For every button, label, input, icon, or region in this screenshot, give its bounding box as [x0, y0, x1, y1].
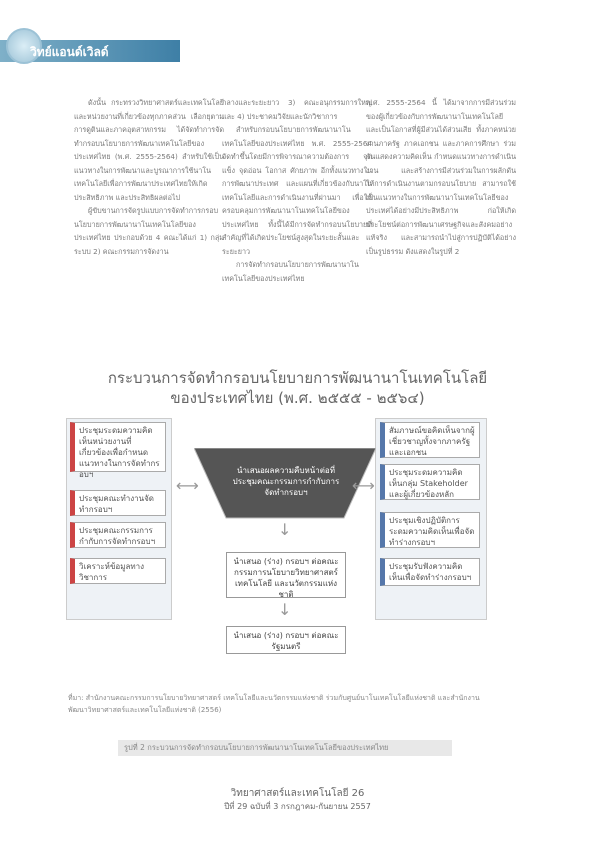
right-arrow-icon: ⟷ [352, 476, 375, 495]
footer-issue: ปีที่ 29 ฉบับที่ 3 กรกฎาคม-กันยายน 2557 [224, 802, 371, 811]
figure-title-line-2: ของประเทศไทย (พ.ศ. ๒๕๕๕ - ๒๕๖๔) [170, 389, 425, 407]
center-bottom-box: นำเสนอ (ร่าง) กรอบฯ ต่อคณะรัฐมนตรี [226, 626, 346, 654]
left-box: ประชุมระดมความคิดเห็นหน่วยงานที่เกี่ยวข้องเพื่อกำหนดแนวทางในการจัดทำกรอบฯ [70, 422, 166, 472]
center-mid-box: นำเสนอ (ร่าง) กรอบฯ ต่อคณะกรรมการนโยบายวิทยาศาสตร์ เทคโนโลยี และนวัตกรรมแห่งชาติ [226, 552, 346, 598]
footer-title: วิทยาศาสตร์และเทคโนโลยี 26 [230, 788, 365, 799]
paragraph: ดังนั้น กระทรวงวิทยาศาสตร์และเทคโนโลยีและหน่วยงานที่เกี่ยวข้องทุกภาคส่วน เลือกยุตามการดูตินและภาคอุตสาหกรรม ได้จัดทำการจัดทำกรอบนโยบายการพัฒนาเทคโนโลยีของประเทศไทย (พ.ศ. 2555-2564) สำหรับใช้เป็นแนวทางในการพัฒนาและบูรณาการใช้นาโนเทคโนโลยีเพื่อการพัฒนาประเทศไทยให้เกิดประสิทธิภาพ และประสิทธิผลต่อไป [74, 98, 224, 202]
right-box: สัมภาษณ์ขอคิดเห็นจากผู้เชี่ยวชาญทั้งจากภาครัฐและเอกชน [380, 422, 480, 458]
paragraph: สำหรับกรอบนโยบายการพัฒนานาโนเทคโนโลยีของประเทศไทย พ.ศ. 2555-2564 จัดทำขึ้นโดยมีการพิจารณาความต้องการ จุดแข็ง จุดอ่อน โอกาส ศักยภาพ อีกทั้งแนวทางในการพัฒนาประเทศ และแผนที่เกี่ยวข้องกับนาโนเทคโนโลยีและการดำเนินงานที่ผ่านมา เพื่อให้ครอบคลุมการพัฒนานาโนเทคโนโลยีของประเทศไทย ทั้งนี้ได้มีการจัดทำกรอบนโยบายที่สำคัญที่ได้เกิดประโยชน์สูงสุดในระยะสั้นและระยะยาว [222, 125, 372, 256]
section-title: วิทย์แอนด์เวิลด์ [30, 45, 109, 59]
center-top-box: นำเสนอผลความคืบหน้าต่อที่ประชุมคณะกรรมการกำกับการจัดทำกรอบฯ [232, 466, 340, 497]
down-arrow-icon: ↓ [278, 520, 292, 539]
paragraph: ผู้ขับขานการจัดรูปแบบการจัดทำการกรอบนโยบายการพัฒนานาโนเทคโนโลยีของประเทศไทย ประกอบด้วย 4 คณะได้แก่ 1) กลุ่มระบบ 2) คณะกรรมการจัดงาน [74, 206, 224, 256]
text-column-1 [74, 96, 224, 258]
right-box: ประชุมรับฟังความคิดเห็นเพื่อจัดทำร่างกรอบฯ [380, 558, 480, 586]
figure-source: ที่มา: สำนักงานคณะกรรมการนโยบายวิทยาศาสตร์ เทคโนโลยีและนวัตกรรมแห่งชาติ ร่วมกับศูนย์นาโนเทคโนโลยีแห่งชาติ และสำนักงานพัฒนาวิทยาศาสตร์และเทคโนโลยีแห่งชาติ (2556) [68, 694, 480, 714]
figure-title-line-1: กระบวนการจัดทำกรอบนโยบายการพัฒนานาโนเทคโนโลยี [107, 369, 488, 387]
paragraph: กลางและระยะยาว 3) คณะอนุกรรมการใหญ่และ 4) ประชาคมวิจัยและนักวิชาการ [222, 98, 372, 121]
right-box: ประชุมระดมความคิดเห็นกลุ่ม Stakeholder และผู้เกี่ยวข้องหลัก [380, 464, 480, 500]
left-box: ประชุมคณะทำงานจัดทำกรอบฯ [70, 490, 166, 516]
figure-caption: รูปที่ 2 กระบวนการจัดทำกรอบนโยบายการพัฒนานาโนเทคโนโลยีของประเทศไทย [118, 740, 452, 756]
left-arrow-icon: ⟷ [176, 476, 199, 495]
left-box: ประชุมคณะกรรมการกำกับการจัดทำกรอบฯ [70, 522, 166, 548]
down-arrow-icon: ↓ [278, 600, 292, 619]
text-column-2 [222, 96, 372, 285]
left-box: วิเคราะห์ข้อมูลทางวิชาการ [70, 558, 166, 584]
text-column-3 [366, 96, 516, 258]
right-box: ประชุมเชิงปฏิบัติการระดมความคิดเห็นเพื่อจัดทำร่างกรอบฯ [380, 512, 480, 548]
paragraph: พ.ศ. 2555-2564 นี้ ได้มาจากการมีส่วนร่วมของผู้เกี่ยวข้องกับการพัฒนานาโนเทคโนโลยี และเป็นโอกาสที่ผู้มีส่วนได้ส่วนเสีย ทั้งภาคหน่วยงานภาครัฐ ภาคเอกชน และภาคการศึกษา ร่วมกันแสดงความคิดเห็น กำหนดแนวทางการดำเนินงาน และสร้างการมีส่วนร่วมในการผลักดันให้การดำเนินงานตามกรอบนโยบาย สามารถใช้เป็นแนวทางในการพัฒนานาโนเทคโนโลยีของประเทศได้อย่างมีประสิทธิภาพ ก่อให้เกิดประโยชน์ต่อการพัฒนาเศรษฐกิจและสังคมอย่างแท้จริง และสามารถนำไปสู่การปฏิบัติได้อย่างเป็นรูปธรรม ดังแสดงในรูปที่ 2 [366, 98, 516, 256]
paragraph: การจัดทำกรอบนโยบายการพัฒนานาโนเทคโนโลยีของประเทศไทย [222, 260, 359, 283]
